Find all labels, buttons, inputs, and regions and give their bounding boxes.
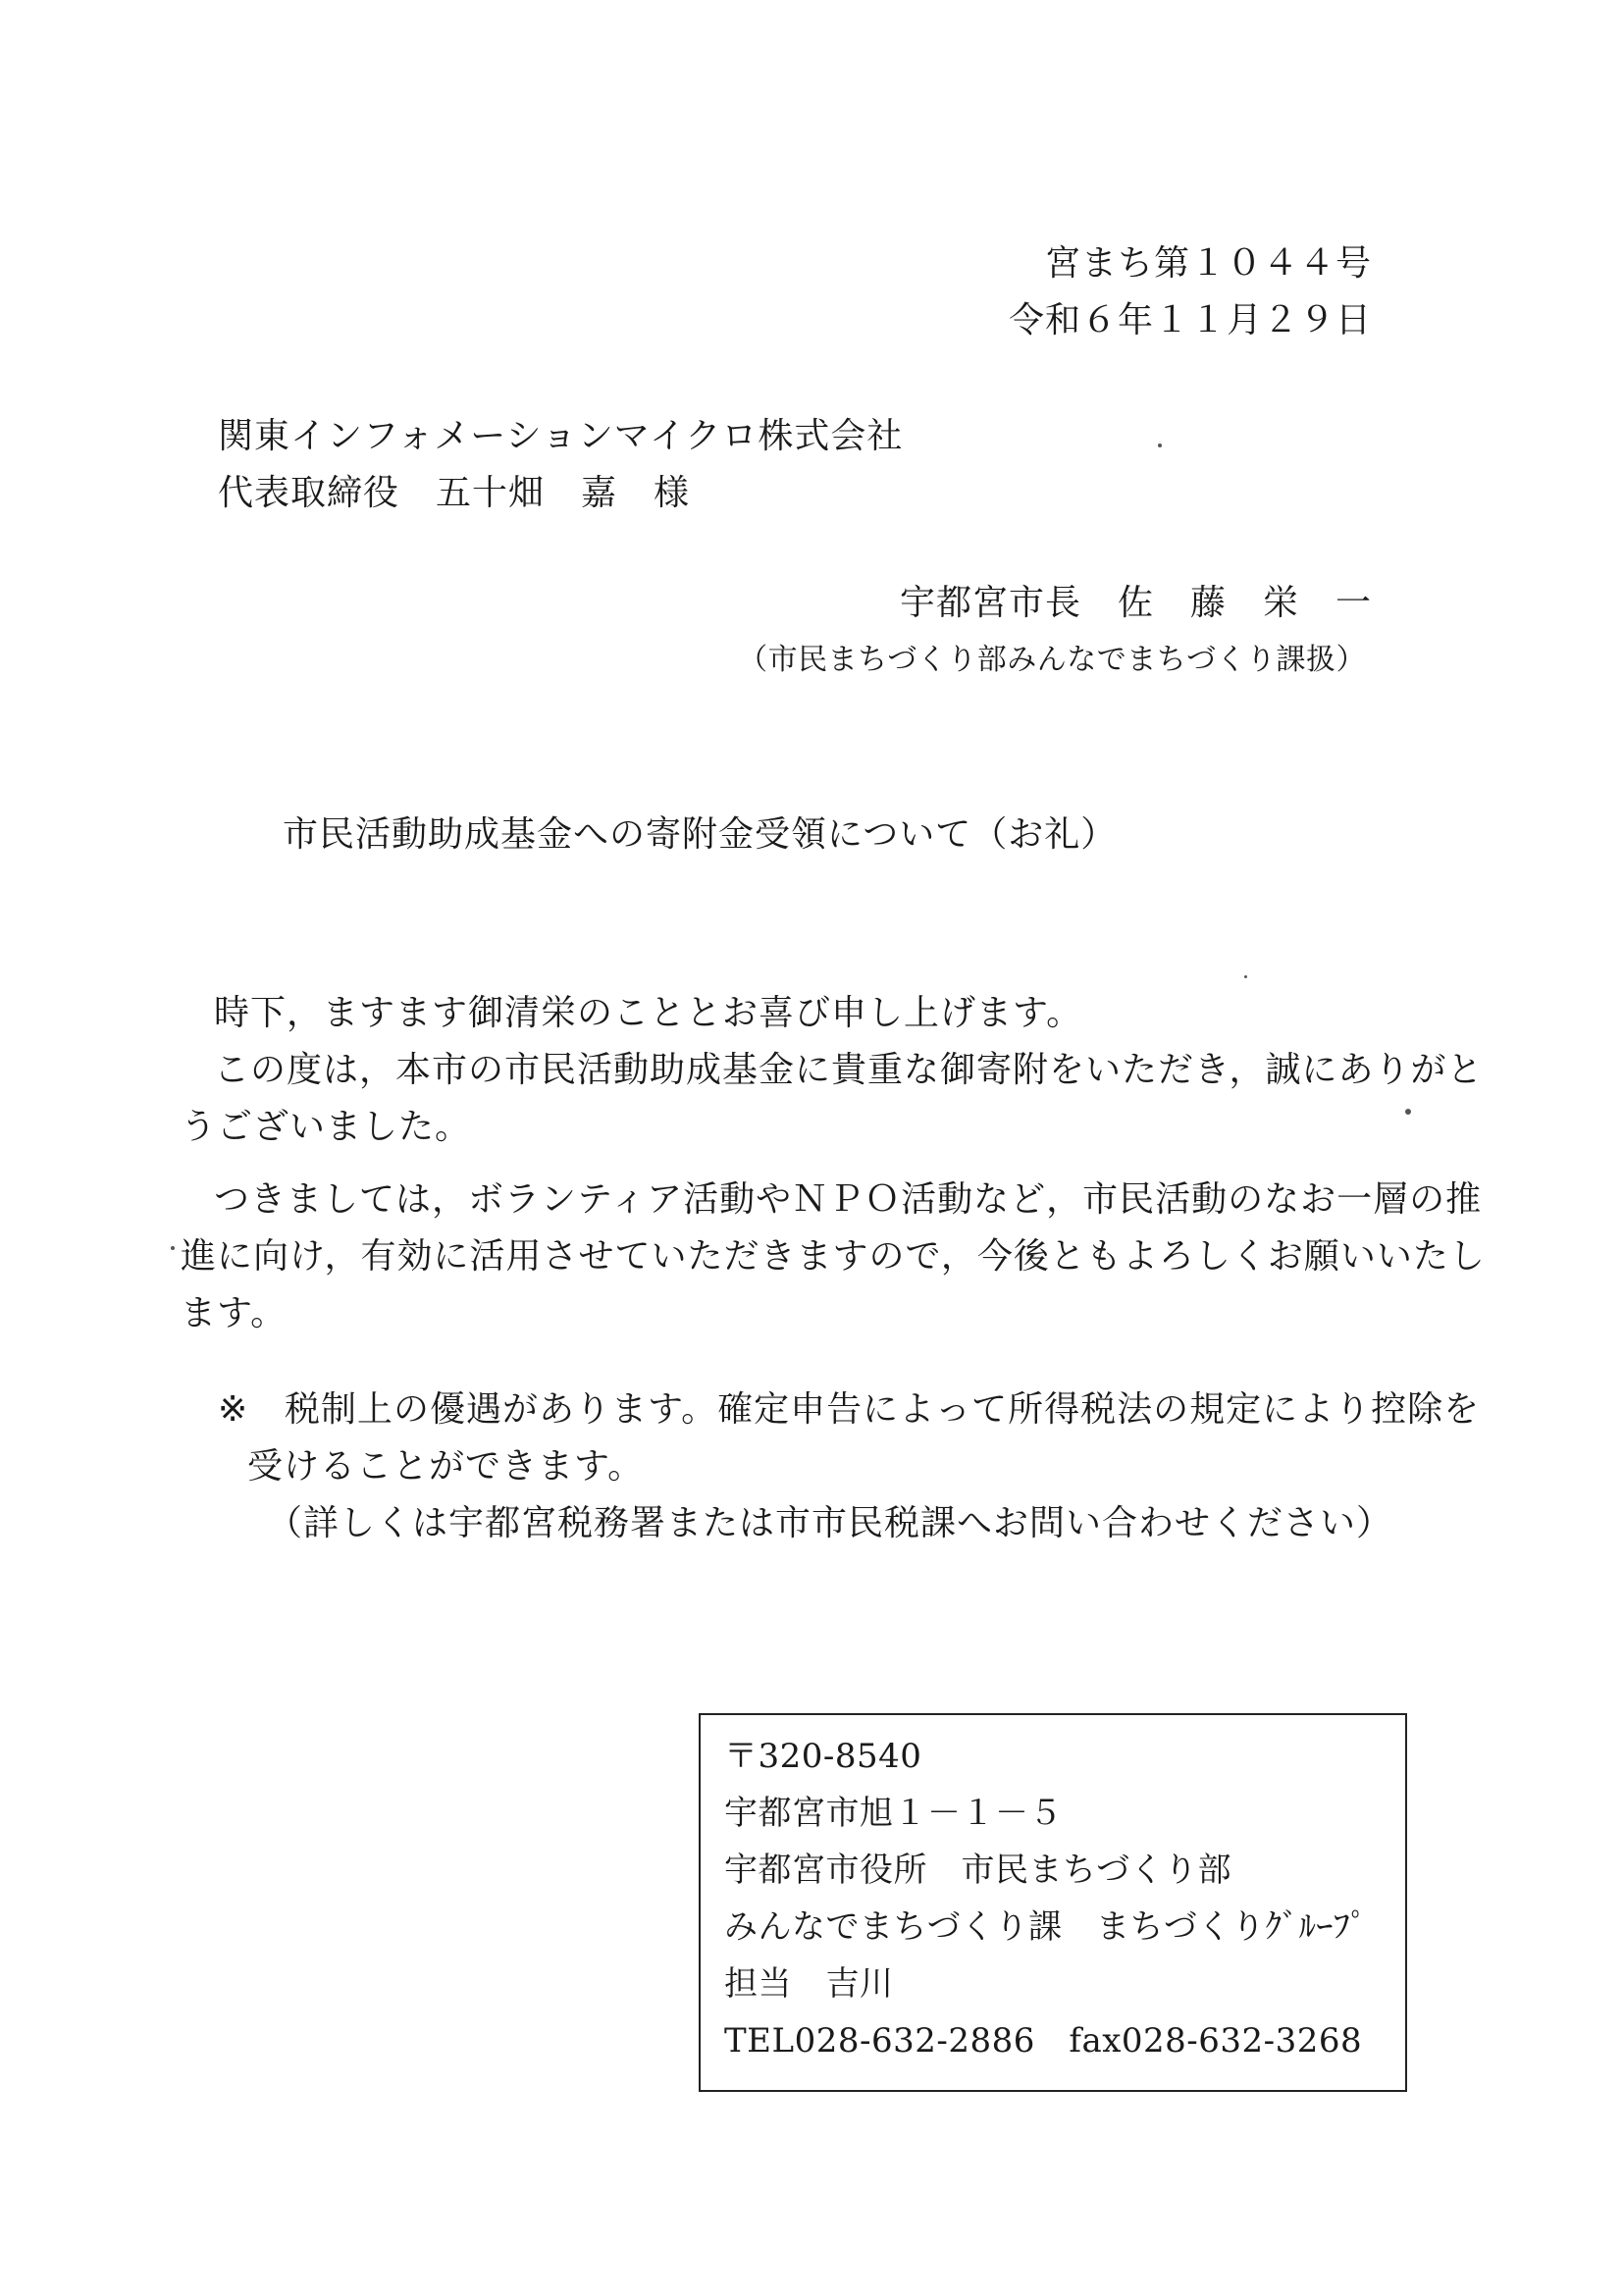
contact-person: 担当 吉川 [724,1964,894,2004]
note-line: （詳しくは宇都宮税務署または市市民税課へお問い合わせください） [267,1503,1393,1543]
sender-name: 宇都宮市長 佐 藤 栄 一 [899,583,1372,623]
body-line: 時下，ますます御清栄のこととお喜び申し上げます。 [214,993,1083,1033]
letter-date: 令和６年１１月２９日 [1008,300,1372,340]
body-line: うございました。 [181,1107,472,1147]
letter-subject: 市民活動助成基金への寄附金受領について（お礼） [283,814,1118,855]
scan-speck [171,1246,175,1250]
recipient-company: 関東インフォメーションマイクロ株式会社 [218,416,904,456]
note-line: 受けることができます。 [247,1446,645,1487]
scan-speck [1244,975,1247,978]
body-line: ます。 [181,1293,288,1333]
contact-postal: 〒320-8540 [724,1737,922,1776]
reference-number: 宮まち第１０４４号 [1044,243,1372,284]
recipient-person: 代表取締役 五十畑 嘉 様 [218,473,691,513]
contact-box [699,1713,1407,2092]
note-line: 税制上の優遇があります。確定申告によって所得税法の規定により控除を [285,1389,1481,1430]
sender-department: （市民まちづくり部みんなでまちづくり課扱） [738,643,1366,677]
contact-address: 宇都宮市旭１－１－５ [724,1794,1063,1833]
contact-office: 宇都宮市役所 市民まちづくり部 [724,1851,1232,1890]
body-line: つきましては，ボランティア活動やＮＰＯ活動など，市民活動のなお一層の推 [214,1179,1483,1220]
scan-speck [1158,444,1162,447]
body-line: この度は，本市の市民活動助成基金に貴重な御寄附をいただき，誠にありがと [214,1050,1484,1090]
contact-section: みんなでまちづくり課 まちづくりｸﾞﾙｰﾌﾟ [724,1907,1368,1947]
scan-speck [1405,1109,1411,1115]
body-line: 進に向け，有効に活用させていただきますので，今後ともよろしくお願いいたし [181,1236,1486,1277]
contact-phone-fax: TEL028-632-2886 fax028-632-3268 [724,2021,1363,2061]
note-mark: ※ [218,1389,249,1430]
